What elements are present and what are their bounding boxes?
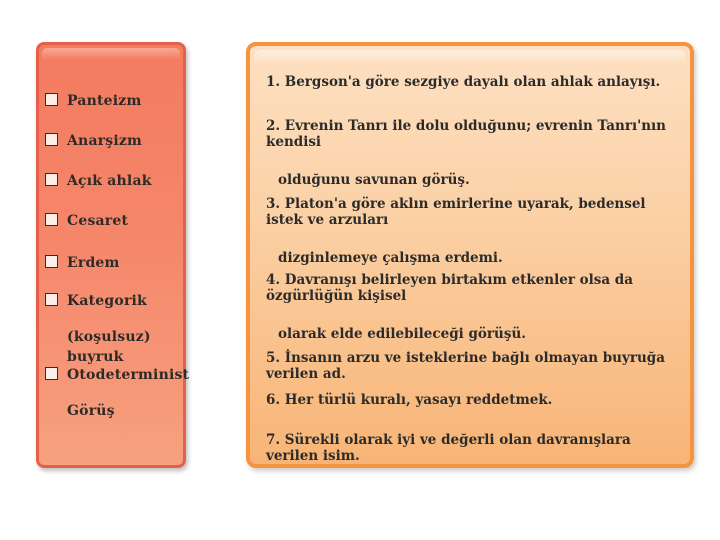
term-item-otodeterminist[interactable] [45,365,189,421]
term-checkbox[interactable] [45,173,58,186]
definition-text-cont: dizginlemeye çalışma erdemi. [278,250,503,266]
definition-text: 1. Bergson'a göre sezgiye dayalı olan ahlak anlayışı. [266,74,661,90]
term-item-acik-ahlak[interactable] [45,171,152,191]
definition-1 [266,74,682,90]
term-label [67,291,185,367]
term-label: Açık ahlak [67,173,152,189]
term-item-panteizm[interactable] [45,91,141,111]
term-checkbox[interactable] [45,255,58,268]
definition-2 [266,118,682,188]
terms-panel [36,42,190,468]
term-checkbox[interactable] [45,133,58,146]
term-checkbox[interactable] [45,213,58,226]
definition-text: 2. Evrenin Tanrı ile dolu olduğunu; evrenin Tanrı'nın kendisi [266,118,666,150]
term-label-line1: Otodeterminist [67,367,190,383]
definition-6 [266,392,682,408]
definition-5 [266,350,682,382]
term-item-erdem[interactable] [45,253,120,273]
definition-3 [266,196,682,266]
term-label: Panteizm [67,93,142,109]
term-label: Erdem [67,255,120,271]
term-label: Cesaret [67,213,129,229]
term-item-anarsizm[interactable] [45,131,142,151]
term-label: Anarşizm [67,133,143,149]
term-item-cesaret[interactable] [45,211,128,231]
definition-text: 4. Davranışı belirleyen birtakım etkenler olsa da özgürlüğün kişisel [266,272,633,304]
definition-text-cont: olarak elde edilebileceği görüşü. [278,326,526,342]
term-checkbox[interactable] [45,293,58,306]
term-label-line2: (koşulsuz) buyruk [67,329,151,365]
term-item-kategorik-buyruk[interactable] [45,291,185,367]
definition-text: 7. Sürekli olarak iyi ve değerli olan davranışlara verilen isim. [266,432,631,464]
definition-text-cont: olduğunu savunan görüş. [278,172,470,188]
definition-text: 5. İnsanın arzu ve isteklerine bağlı olmayan buyruğa verilen ad. [266,350,665,382]
definition-text: 3. Platon'a göre aklın emirlerine uyarak, bedensel istek ve arzuları [266,196,646,228]
definition-7 [266,432,682,464]
term-label-line1: Kategorik [67,293,147,309]
term-checkbox[interactable] [45,367,58,380]
term-label-line2: Görüş [67,403,115,419]
definitions-panel [246,42,694,468]
definition-4 [266,272,682,342]
term-label [67,365,189,421]
term-checkbox[interactable] [45,93,58,106]
definition-text: 6. Her türlü kuralı, yasayı reddetmek. [266,392,553,408]
